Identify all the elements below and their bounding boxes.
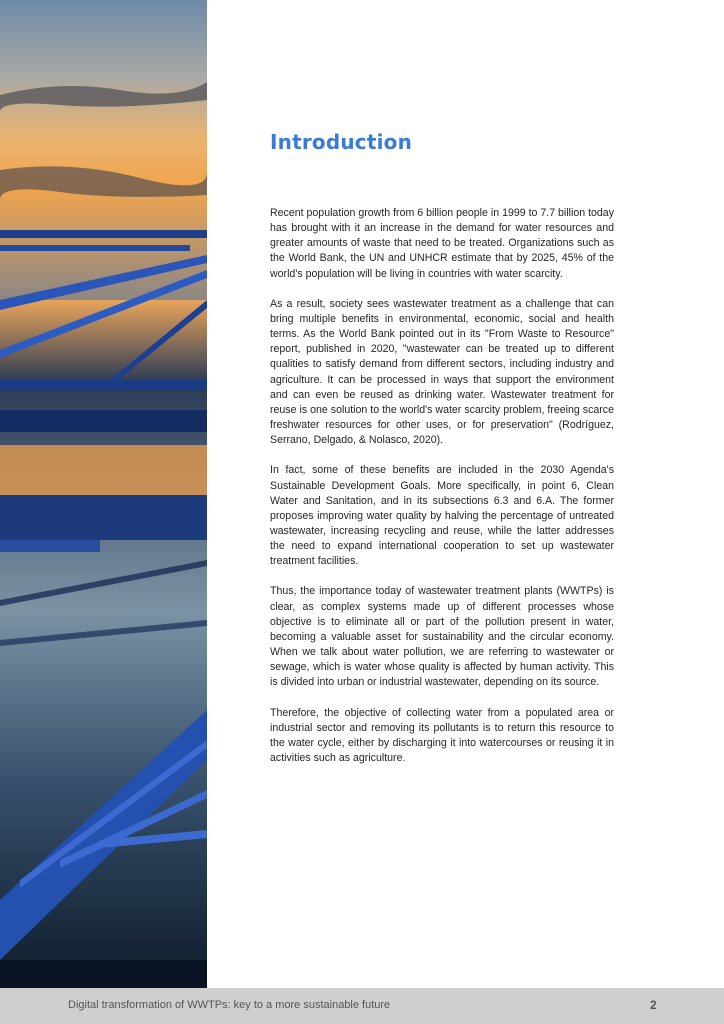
paragraph: Recent population growth from 6 billion people in 1999 to 7.7 billion today has brought with it an increase in the demand for water resources and greater amounts of waste that need to be treated. Organizations such as the World Bank, the UN and UNHCR estimate that by 2025, 45% of the world's population will be living in countries with water scarcity.: [270, 207, 614, 280]
body-text: [270, 206, 614, 766]
paragraph: Thus, the importance today of wastewater treatment plants (WWTPs) is clear, as complex systems made up of different processes whose objective is to eliminate all or part of the pollution present in water, becoming a valuable asset for sustainability and the circular economy. When we talk about water pollution, we are referring to wastewater or sewage, which is water whose quality is affected by human activity. This is divided into urban or industrial wastewater, depending on its source.: [270, 585, 614, 689]
page-footer: [0, 988, 724, 1024]
footer-title: Digital transformation of WWTPs: key to a more sustainable future: [68, 999, 391, 1011]
paragraph: In fact, some of these benefits are included in the 2030 Agenda's Sustainable Development Goals. More specifically, in point 6, Clean Water and Sanitation, and in its subsections 6.3 and 6.A. The former proposes improving water quality by halving the percentage of untreated wastewater, increasing recycling and reuse, while the latter addresses the need to expand international cooperation to set up wastewater treatment facilities.: [270, 464, 614, 568]
main-content: [270, 128, 614, 781]
paragraph: As a result, society sees wastewater treatment as a challenge that can bring multiple benefits in environmental, economic, social and health terms. As the World Bank pointed out in its "From Waste to Resource" report, published in 2020, "wastewater can be treated up to different qualities to satisfy demand from different sectors, including industry and agriculture. It can be processed in ways that support the environment and can even be reused as drinking water. Wastewater treatment for reuse is one solution to the world's water scarcity problem, freeing scarce freshwater resources for other uses, or for preservation" (Rodríguez, Serrano, Delgado, & Nolasco, 2020).: [270, 297, 614, 447]
wastewater-plant-photo: [0, 0, 207, 988]
page-number: 2: [650, 998, 657, 1012]
paragraph: Therefore, the objective of collecting water from a populated area or industrial sector and removing its pollutants is to return this resource to the water cycle, either by discharging it into watercourses or reusing it in activities such as agriculture.: [270, 706, 614, 764]
page-heading: Introduction: [270, 130, 413, 154]
